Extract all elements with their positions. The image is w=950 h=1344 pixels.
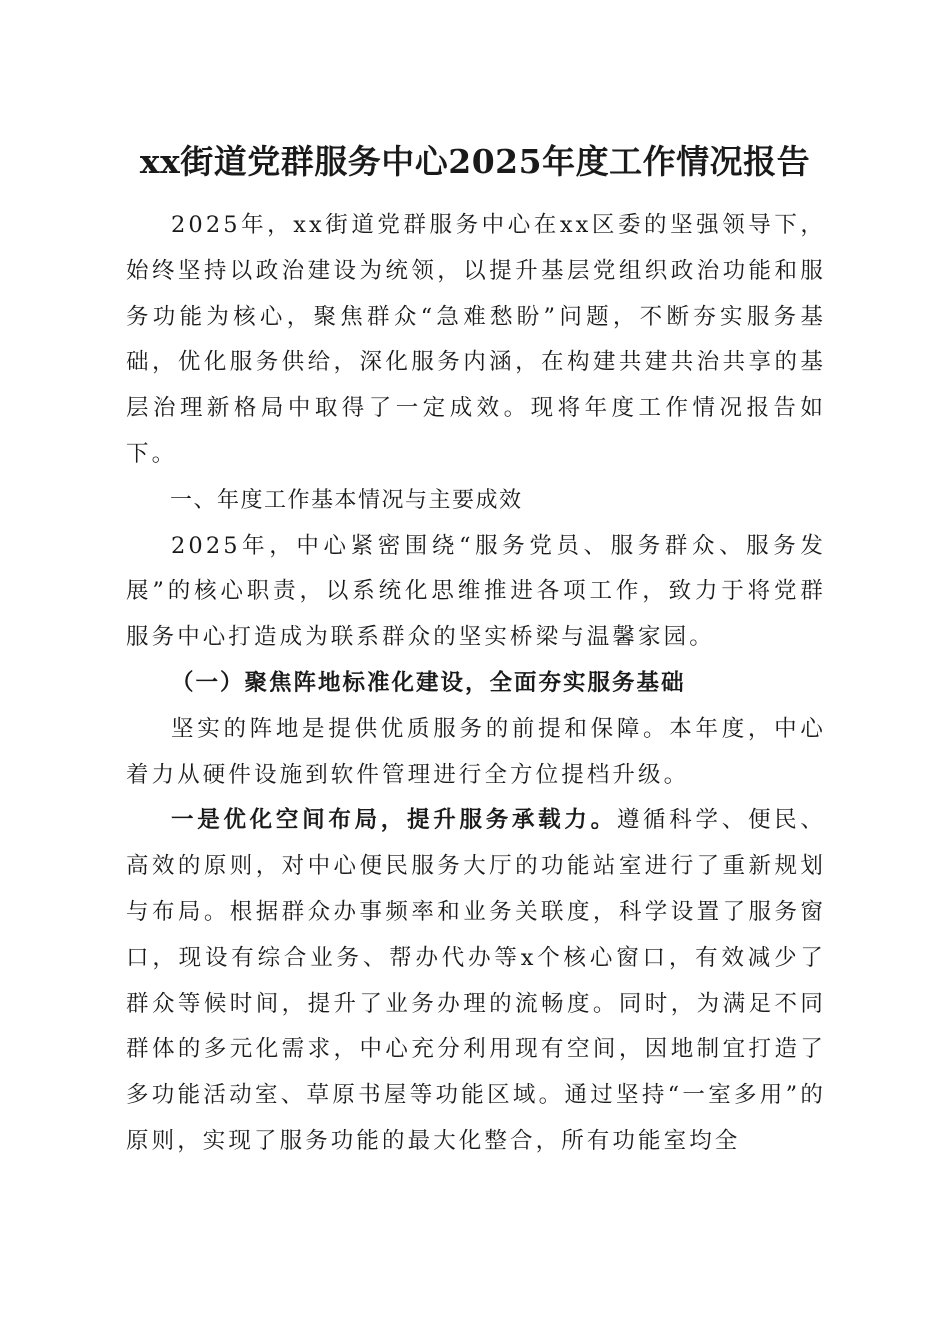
subsection-heading-1: （一）聚焦阵地标准化建设，全面夯实服务基础 [171,669,686,696]
point-1-text: 遵循科学、便民、高效的原则，对中心便民服务大厅的功能站室进行了重新规划与布局。根据群众办事频率和业务关联度，科学设置了服务窗口，现设有综合业务、帮办代办等x个核心窗口，有效减少了群众等候时间，提升了业务办理的流畅度。同时，为满足不同群体的多元化需求，中心充分利用现有空间，因地制宜打造了多功能活动室、草原书屋等功能区域。通过坚持“一室多用”的原则，实现了服务功能的最大化整合，所有功能室均全 [126,807,826,1154]
section-heading-1: 一、年度工作基本情况与主要成效 [170,487,523,513]
point-1-paragraph [126,798,826,1164]
document-body [126,203,826,1165]
point-1-lead: 一是优化空间布局，提升服务承载力。 [171,807,617,834]
document-title: xx街道党群服务中心2025年度工作情况报告 [139,142,811,181]
section-1-paragraph: 2025年，中心紧密围绕“服务党员、服务群众、服务发展”的核心职责，以系统化思维推进各项工作，致力于将党群服务中心打造成为联系群众的坚实桥梁与温馨家园。 [126,532,826,651]
intro-paragraph: 2025年，xx街道党群服务中心在xx区委的坚强领导下，始终坚持以政治建设为统领，以提升基层党组织政治功能和服务功能为核心，聚焦群众“急难愁盼”问题，不断夯实服务基础，优化服务供给，深化服务内涵，在构建共建共治共享的基层治理新格局中取得了一定成效。现将年度工作情况报告如下。 [126,212,826,467]
subsection-1-paragraph: 坚实的阵地是提供优质服务的前提和保障。本年度，中心着力从硬件设施到软件管理进行全方位提档升级。 [126,715,826,788]
